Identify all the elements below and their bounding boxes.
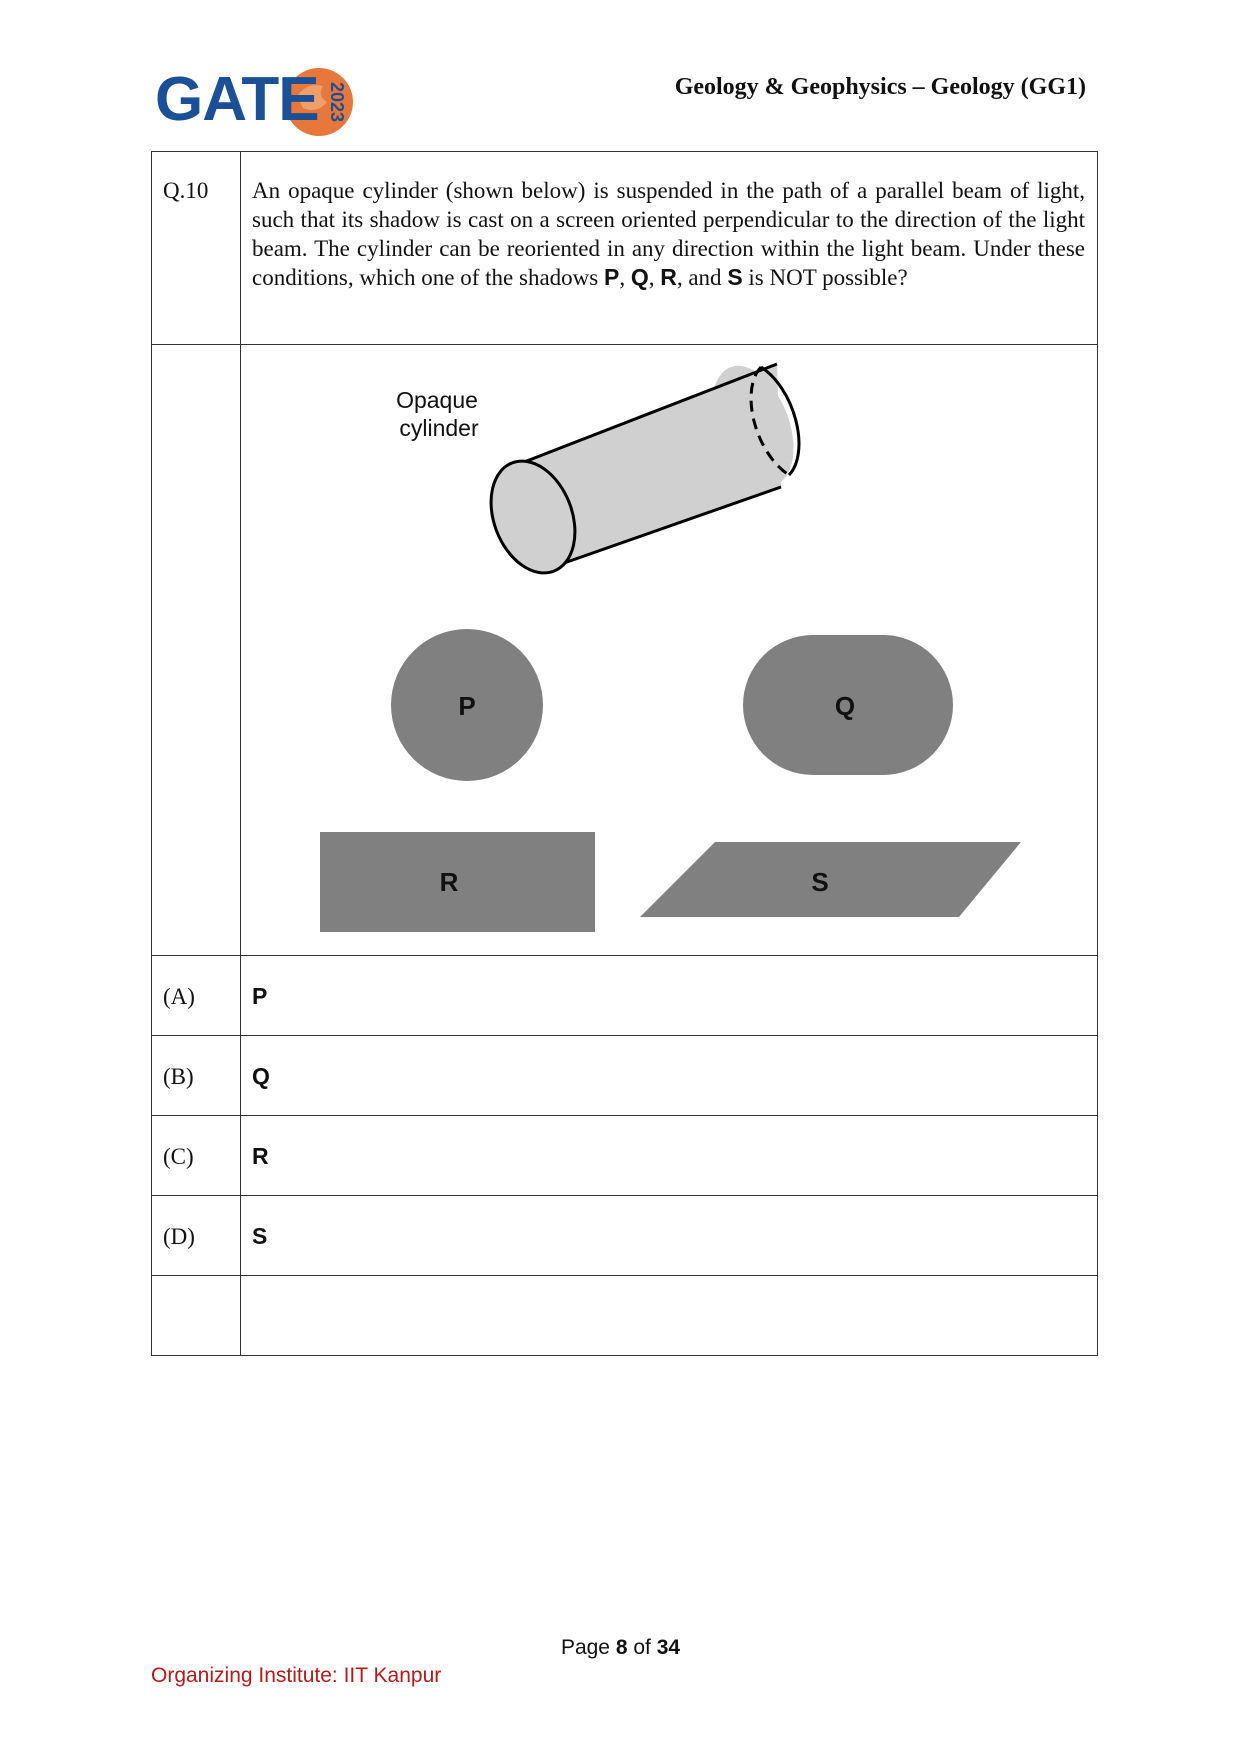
shadow-r-label: R xyxy=(439,867,459,897)
question-sep2: , xyxy=(648,265,661,290)
figure-svg xyxy=(241,345,1099,955)
question-text xyxy=(241,152,1097,312)
option-label-b: (B) xyxy=(163,1064,194,1089)
shadow-ref-r: R xyxy=(660,264,677,290)
logo-year: 2023 xyxy=(327,81,347,123)
current-page: 8 xyxy=(615,1636,628,1659)
option-value-b[interactable]: Q xyxy=(252,1063,270,1089)
figure xyxy=(241,345,1097,955)
question-text-part1: An opaque cylinder (shown below) is suspended in the path of a parallel beam of light, such that its shadow is cast on a screen oriented perpendicular to the direction of the light beam. The cylinder can be reoriented in any direction within the light beam. Under these conditions, which one of the shadows xyxy=(252,178,1085,290)
shadow-ref-s: S xyxy=(727,264,743,290)
question-number-cell xyxy=(152,152,241,345)
question-table xyxy=(151,151,1098,1356)
shadow-p-label: P xyxy=(458,691,476,721)
option-value-a[interactable]: P xyxy=(252,983,268,1009)
shadow-s-label: S xyxy=(811,867,829,897)
cylinder-label-line2: cylinder xyxy=(399,415,479,441)
option-row-b[interactable] xyxy=(152,1036,1098,1116)
empty-row xyxy=(152,1276,1098,1356)
option-value-c[interactable]: R xyxy=(252,1143,269,1169)
question-row xyxy=(152,152,1098,345)
question-text-cell xyxy=(241,152,1098,345)
logo-text: GATE xyxy=(155,65,319,134)
question-text-part2: is NOT possible? xyxy=(742,265,908,290)
organizer-text: Organizing Institute: IIT Kanpur xyxy=(151,1664,442,1687)
question-sep1: , xyxy=(619,265,631,290)
total-pages: 34 xyxy=(656,1636,681,1659)
option-label-a: (A) xyxy=(163,984,195,1009)
figure-row xyxy=(152,345,1098,956)
option-label-d: (D) xyxy=(163,1224,195,1249)
cylinder-label-line1: Opaque xyxy=(396,387,478,413)
page-number: Page 8 of 34 xyxy=(560,1636,681,1659)
option-row-d[interactable] xyxy=(152,1196,1098,1276)
opaque-cylinder xyxy=(476,354,809,585)
paper-title: Geology & Geophysics – Geology (GG1) xyxy=(674,74,1086,100)
shadow-ref-q: Q xyxy=(630,264,649,290)
shadow-q-label: Q xyxy=(834,691,856,721)
option-value-d[interactable]: S xyxy=(252,1223,268,1249)
option-row-c[interactable] xyxy=(152,1116,1098,1196)
shadow-s-parallelogram xyxy=(640,842,1021,917)
question-sep3: , and xyxy=(676,265,728,290)
option-label-c: (C) xyxy=(163,1144,194,1169)
gate-logo xyxy=(155,60,365,140)
figure-empty-cell xyxy=(152,345,241,956)
option-row-a[interactable] xyxy=(152,956,1098,1036)
figure-cell xyxy=(241,345,1098,956)
question-number: Q.10 xyxy=(163,178,209,203)
shadow-ref-p: P xyxy=(603,264,620,290)
